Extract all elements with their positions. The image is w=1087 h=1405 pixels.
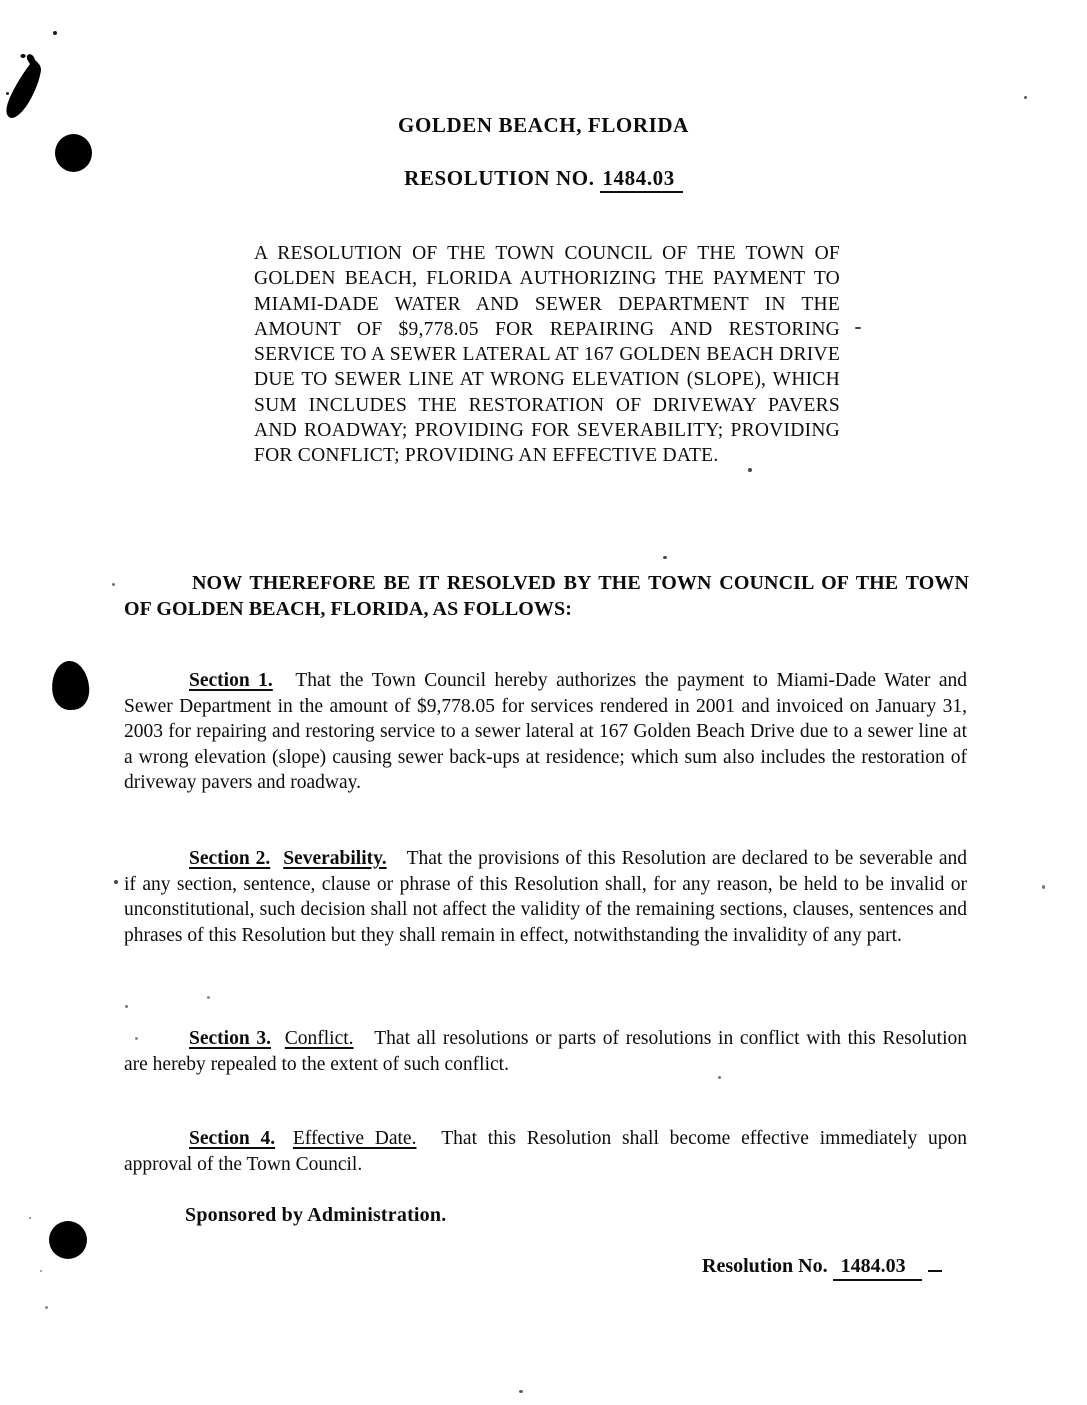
scan-speck xyxy=(663,556,667,559)
section-3-text: That all resolutions or parts of resolutions in conflict with this Resolution are hereby repealed to the extent of such conflict. xyxy=(124,1028,967,1075)
scan-speck xyxy=(718,1076,721,1079)
section-1-paragraph xyxy=(124,668,967,796)
footer-resolution-label: Resolution No. xyxy=(702,1255,828,1277)
footer-resolution-value: 1484.03 xyxy=(833,1255,922,1281)
section-3-paragraph xyxy=(124,1026,967,1077)
section-2-paragraph xyxy=(124,846,967,948)
ink-stain-middle xyxy=(50,660,90,711)
footer-underline-mark xyxy=(928,1256,942,1272)
scan-speck xyxy=(135,1037,138,1040)
footer-resolution-number xyxy=(702,1255,942,1278)
section-2-subtitle: Severability. xyxy=(283,848,387,869)
scan-speck xyxy=(855,327,861,329)
resolution-number-label: RESOLUTION NO. xyxy=(404,166,595,190)
scan-speck xyxy=(207,996,210,999)
section-2-label: Section 2. xyxy=(189,848,271,869)
section-4-subtitle: Effective Date. xyxy=(292,1128,417,1149)
scan-speck xyxy=(45,1306,48,1309)
scan-speck xyxy=(748,468,752,472)
ink-stain-dot-lower xyxy=(49,1221,87,1259)
resolution-number-heading xyxy=(0,166,1087,191)
section-2-text: That the provisions of this Resolution are declared to be severable and if any section, sentence, clause or phrase of this Resolution shall, for any reason, be held to be invalid or unconstitutional, such decision shall not affect the validity of the remaining sections, clauses, sentences and phrases of this Resolution but they shall remain in effect, notwithstanding the invalidity of any part. xyxy=(124,848,967,946)
section-4-paragraph xyxy=(124,1126,967,1177)
section-1-label: Section 1. xyxy=(189,670,273,691)
scan-speck xyxy=(40,1270,42,1272)
ink-stain-dot-upper xyxy=(55,134,92,172)
section-3-label: Section 3. xyxy=(189,1028,272,1049)
section-3-subtitle: Conflict. xyxy=(284,1028,354,1049)
section-4-text: That this Resolution shall become effective immediately upon approval of the Town Council. xyxy=(124,1128,967,1175)
scan-speck xyxy=(29,1217,31,1219)
resolution-number-value: 1484.03 xyxy=(600,166,682,193)
section-4-label: Section 4. xyxy=(189,1128,276,1149)
scan-speck xyxy=(6,92,9,95)
ink-stain-top-left xyxy=(5,50,51,132)
scan-speck xyxy=(112,583,115,586)
scan-speck xyxy=(125,1005,128,1008)
resolved-clause: NOW THEREFORE BE IT RESOLVED BY THE TOWN COUNCIL OF THE TOWN OF GOLDEN BEACH, FLORIDA, AS FOLLOWS: xyxy=(124,572,969,620)
scan-speck xyxy=(1042,885,1045,889)
scan-speck xyxy=(114,880,118,884)
scan-speck xyxy=(1024,96,1027,99)
section-1-text: That the Town Council hereby authorizes the payment to Miami-Dade Water and Sewer Department in the amount of $9,778.05 for services rendered in 2001 and invoiced on January 31, 2003 for repairing and restoring service to a sewer lateral at 167 Golden Beach Drive due to a sewer line at a wrong elevation (slope) causing sewer back-ups at residence; which sum also includes the restoration of driveway pavers and roadway. xyxy=(124,670,967,794)
resolution-preamble: A RESOLUTION OF THE TOWN COUNCIL OF THE TOWN OF GOLDEN BEACH, FLORIDA AUTHORIZING THE PAYMENT TO MIAMI-DADE WATER AND SEWER DEPARTMENT IN THE AMOUNT OF $9,778.05 FOR REPAIRING AND RESTORING SERVICE TO A SEWER LATERAL AT 167 GOLDEN BEACH DRIVE DUE TO SEWER LINE AT WRONG ELEVATION (SLOPE), WHICH SUM INCLUDES THE RESTORATION OF DRIVEWAY PAVERS AND ROADWAY; PROVIDING FOR SEVERABILITY; PROVIDING FOR CONFLICT; PROVIDING AN EFFECTIVE DATE. xyxy=(254,243,840,467)
document-title: GOLDEN BEACH, FLORIDA xyxy=(398,113,689,137)
scan-speck xyxy=(519,1390,523,1393)
sponsor-line: Sponsored by Administration. xyxy=(185,1204,447,1226)
scan-speck xyxy=(53,31,57,35)
